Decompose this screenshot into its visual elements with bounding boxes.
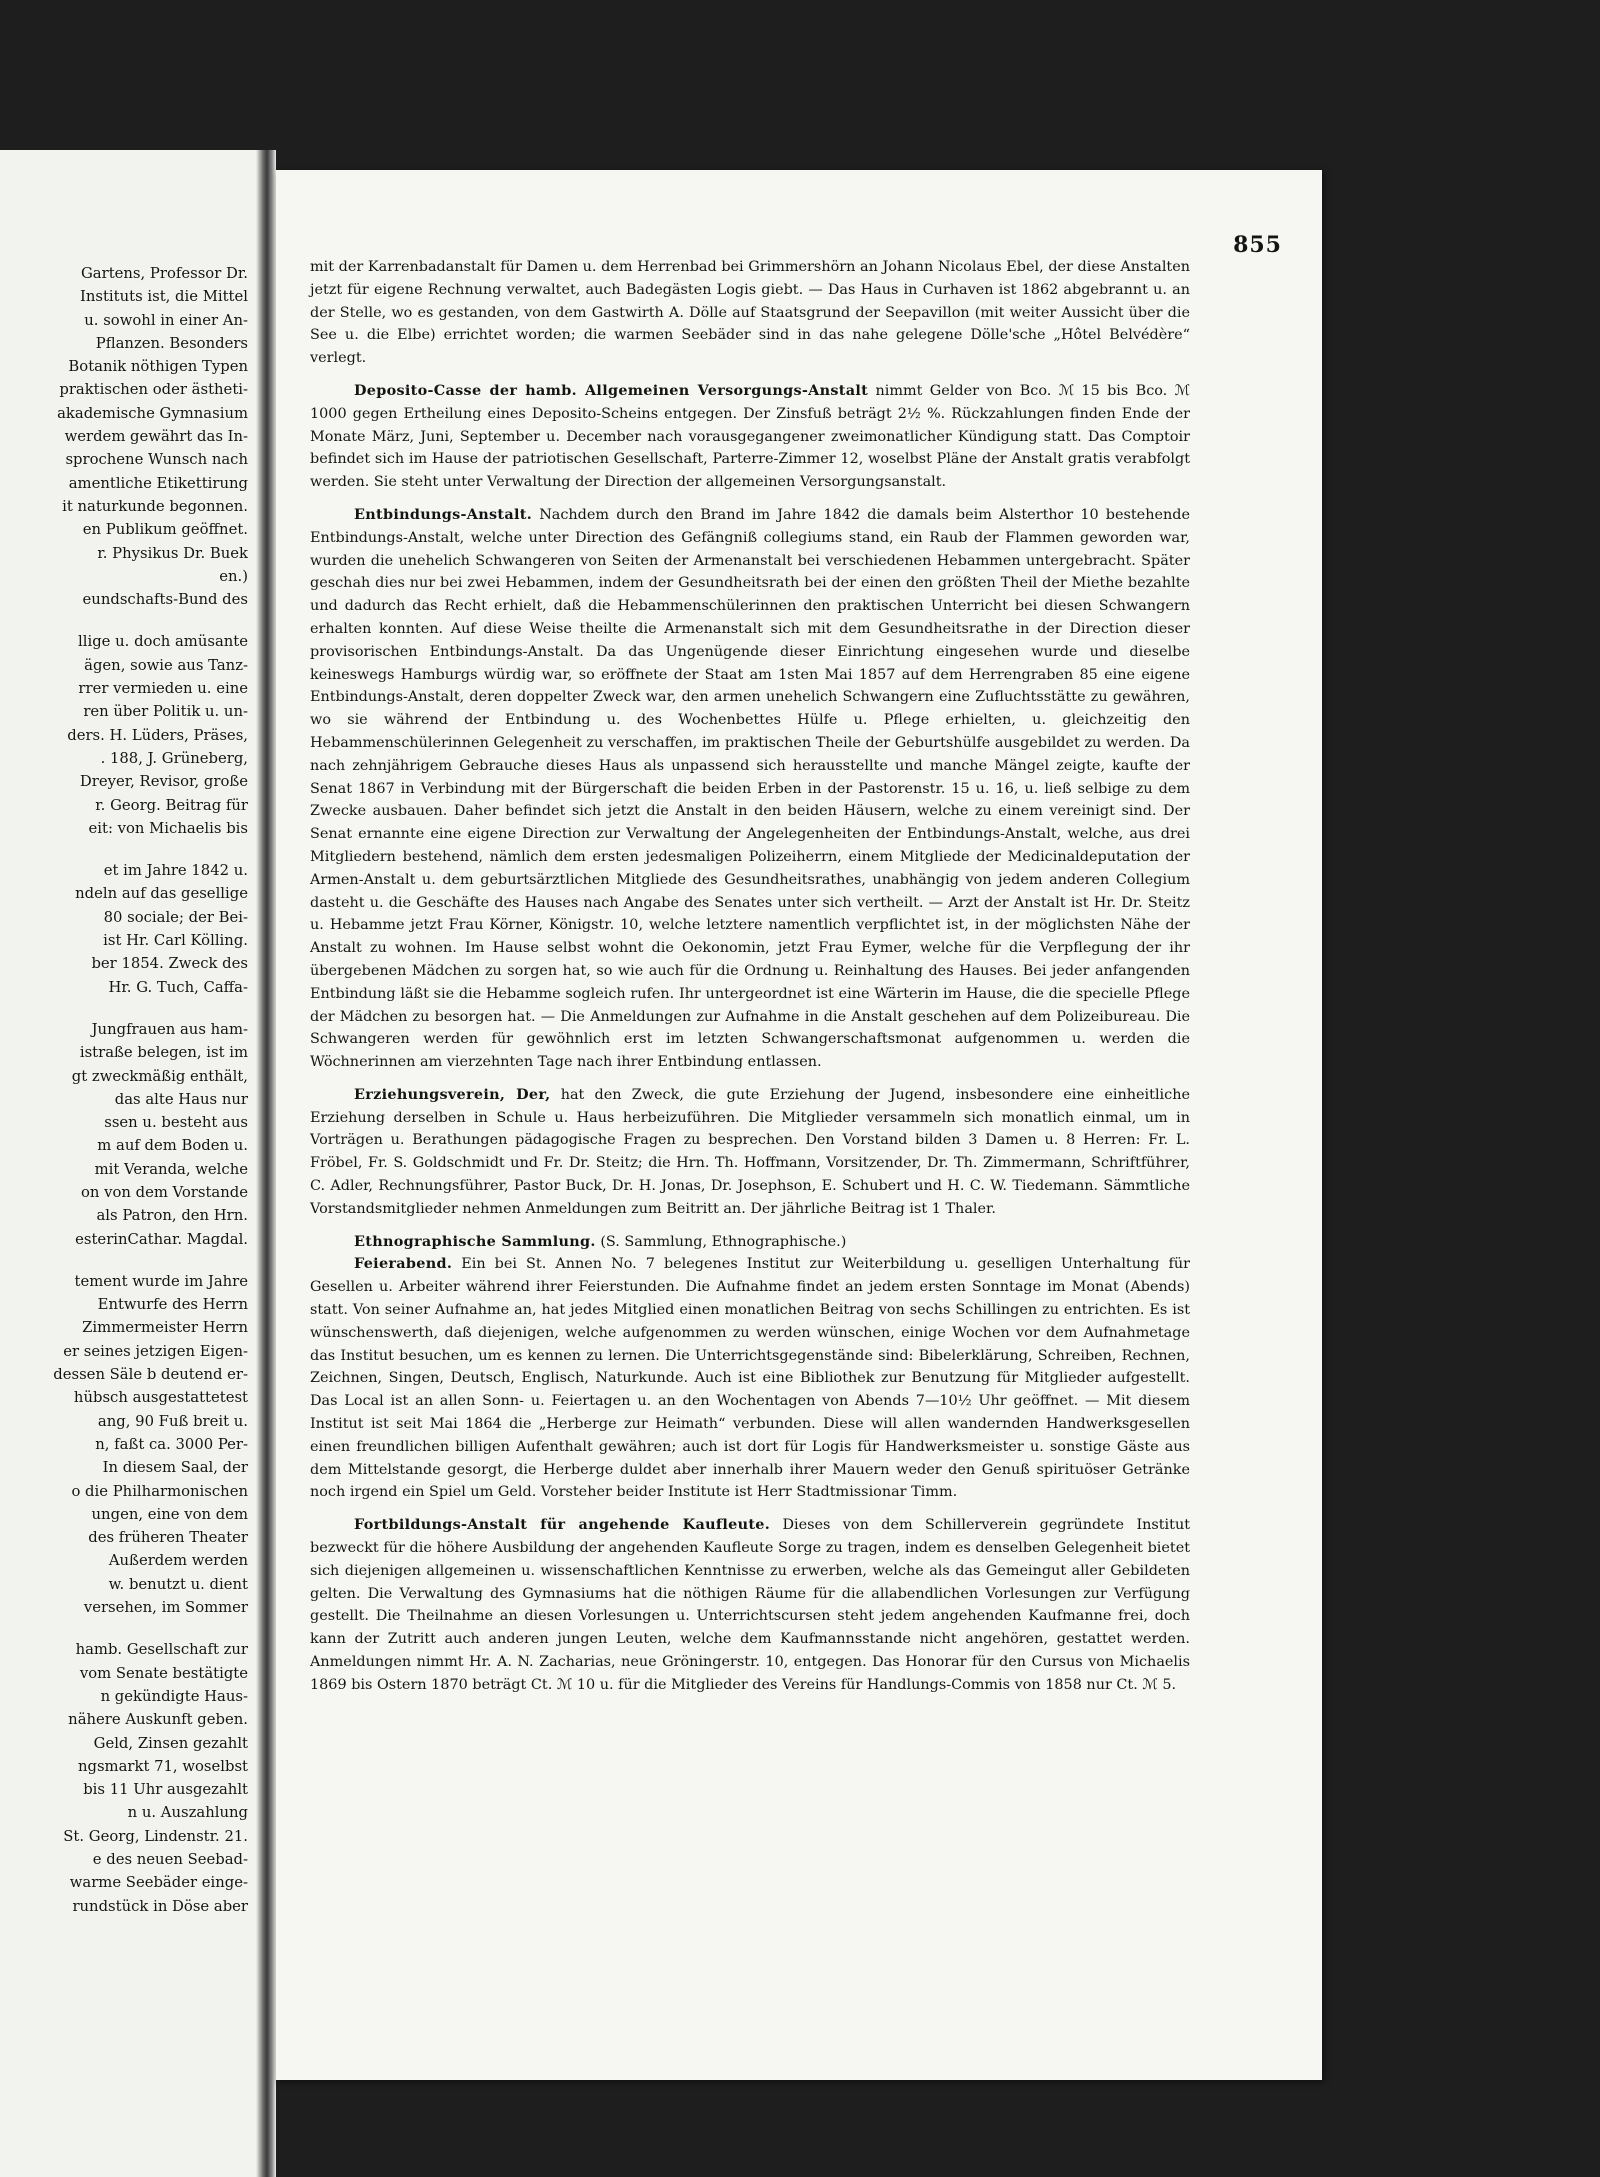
left-line: ang, 90 Fuß breit u. xyxy=(97,1412,248,1430)
left-line: n, faßt ca. 3000 Per- xyxy=(95,1435,248,1453)
left-line: on von dem Vorstande xyxy=(80,1183,248,1201)
left-line: llige u. doch amüsante xyxy=(78,633,248,651)
left-line: it naturkunde begonnen. xyxy=(62,497,248,515)
left-line: das alte Haus nur xyxy=(114,1090,248,1108)
entry-text: Ein bei St. Annen No. 7 belegenes Institut zur Weiterbildung u. geselligen Unterhaltung für Gesellen u. Arbeiter während ihrer Feierstunden. Die Aufnahme findet an jedem ersten Sonntage im Monat (Abends) statt. Von seiner Aufnahme an, hat jedes Mitglied einen monatlichen Beitrag von sechs Schillingen zu entrichten. Es ist wünschenswerth, daß diejenigen, welche aufgenommen zu werden wünschen, einige Wochen vor dem Aufnahmetage das Institut besuchen, um es kennen zu lernen. Die Unterrichtsgegenstände sind: Bibelerklärung, Schreiben, Rechnen, Zeichnen, Singen, Deutsch, Englisch, Naturkunde. Auch ist eine Bibliothek zur Benutzung für Mitglieder aufgestellt. Das Local ist an allen Sonn- u. Feiertagen u. an den Wochentagen von Abends 7—10½ Uhr geöffnet. — Mit diesem Institut ist seit Mai 1864 die „Herberge zur Heimath“ verbunden. Diese will allen wandernden Handwerksgesellen einen freundlichen billigen Aufenthalt gewähren; auch ist dort für Logis für Handwerksmeister u. sonstige Gäste aus dem Mittelstande gesorgt, die Herberge duldet aber innerhalb ihrer Mauern weder den Genuß spirituöser Getränke noch irgend ein Spiel um Geld. Vorsteher beider Institute ist Herr Stadtmissionar Timm. xyxy=(310,1256,1190,1501)
entry-text: hat den Zweck, die gute Erziehung der Jugend, insbesondere eine einheitliche Erziehung derselben in Schule u. Haus herbeizuführen. Die Mitglieder versammeln sich monatlich einmal, um in Vorträgen u. Berathungen pädagogische Fragen zu besprechen. Den Vorstand bilden 3 Damen u. 8 Herren: Fr. L. Fröbel, Fr. S. Goldschmidt und Fr. Dr. Steitz; die Hrn. Th. Hoffmann, Vorsitzender, Dr. Th. Zimmermann, Schriftführer, C. Adler, Rechnungsführer, Pastor Buck, Dr. H. Jonas, Dr. Josephson, E. Schubert und H. C. W. Tiedemann. Sämmtliche Vorstandsmitglieder nehmen Anmeldungen zum Beitritt an. Der jährliche Beitrag ist 1 Thaler. xyxy=(310,1086,1190,1217)
left-line: akademische Gymnasium xyxy=(57,404,248,422)
left-page-fragment xyxy=(0,150,256,2177)
left-block-b xyxy=(0,630,248,840)
left-block-d xyxy=(0,1018,248,1251)
book-gutter xyxy=(256,150,276,2177)
left-line: des früheren Theater xyxy=(88,1529,248,1547)
entry-heading: Entbindungs-Anstalt. xyxy=(354,505,533,523)
entry-ethnographische-sammlung xyxy=(310,1231,1190,1254)
left-line: eit: von Michaelis bis xyxy=(88,819,248,837)
left-block-f xyxy=(0,1638,248,1918)
left-line: ber 1854. Zweck des xyxy=(91,955,248,973)
left-line: hamb. Gesellschaft zur xyxy=(75,1641,248,1659)
left-line: w. benutzt u. dient xyxy=(108,1575,248,1593)
left-line: Außerdem werden xyxy=(108,1552,248,1570)
left-line: sprochene Wunsch nach xyxy=(65,451,248,469)
left-line: vom Senate bestätigte xyxy=(79,1664,248,1682)
left-line: Geld, Zinsen gezahlt xyxy=(93,1734,248,1752)
left-line: er seines jetzigen Eigen- xyxy=(63,1342,248,1360)
left-line: ist Hr. Carl Kölling. xyxy=(103,932,248,950)
left-line: In diesem Saal, der xyxy=(102,1459,248,1477)
left-line: n u. Auszahlung xyxy=(127,1804,248,1822)
left-line: mit Veranda, welche xyxy=(94,1160,248,1178)
left-line: rrer vermieden u. eine xyxy=(78,680,248,698)
entry-continuation xyxy=(310,256,1190,370)
right-page xyxy=(276,170,1322,2080)
left-line: versehen, im Sommer xyxy=(83,1599,248,1617)
left-line: Instituts ist, die Mittel xyxy=(80,288,248,306)
left-line: amentliche Etikettirung xyxy=(68,474,248,492)
left-line: 80 sociale; der Bei- xyxy=(103,908,248,926)
left-line: m auf dem Boden u. xyxy=(97,1137,248,1155)
entry-text: Dieses von dem Schillerverein gegründete Institut bezweckt für die höhere Ausbildung der angehenden Kaufleute Sorge zu tragen, indem es denselben Gelegenheit bietet sich diejenigen allgemeinen u. wissenschaftlichen Kenntnisse zu erwerben, welche als das Gemeingut aller Gebildeten gelten. Die Verwaltung des Gymnasiums hat die nöthigen Räume für die allabendlichen Vorlesungen zur Verfügung gestellt. Die Theilnahme an diesen Vorlesungen u. Unterrichtscursen steht jedem angehenden Kaufmanne frei, doch kann der Zutritt auch anderen jungen Leuten, welche dem Kaufmannsstande nicht angehören, gestattet werden. Anmeldungen nimmt Hr. A. N. Zacharias, neue Gröningerstr. 10, entgegen. Das Honorar für den Cursus von Michaelis 1869 bis Ostern 1870 beträgt Ct. ℳ 10 u. für die Mitglieder des Vereins für Handlungs-Commis von 1858 nur Ct. ℳ 5. xyxy=(310,1517,1190,1693)
left-line: Botanik nöthigen Typen xyxy=(68,358,248,376)
left-line: r. Physikus Dr. Buek xyxy=(97,544,248,562)
left-line: et im Jahre 1842 u. xyxy=(103,862,248,880)
entry-text: Nachdem durch den Brand im Jahre 1842 die damals beim Alsterthor 10 bestehende Entbindungs-Anstalt, welche unter Direction des Gefängniß collegiums stand, ein Raub der Flammen geworden war, wurden die unehelich Schwangeren von Seiten der Armenanstalt bei verschiedenen Hebammen untergebracht. Später geschah dies nur bei zwei Hebammen, indem der Gesundheitsrath bei der einen den größten Theil der Miethe bezahlte und dadurch das Recht erhielt, daß die Hebammenschülerinnen den praktischen Unterricht bei diesen Schwangern erhalten konnten. Auf diese Weise theilte die Armenanstalt sich mit dem Gesundheitsrathe in der Direction dieser provisorischen Entbindungs-Anstalt. Da das Ungenügende dieser Einrichtung eingesehen wurde und dieselbe keineswegs Hamburgs würdig war, so eröffnete der Staat am 1sten Mai 1857 auf dem Herrengraben 85 eine eigene Entbindungs-Anstalt, deren doppelter Zweck war, den armen unehelich Schwangern eine Zufluchtsstätte zu gewähren, wo sie während der Entbindung u. des Wochenbettes Hülfe u. Pflege erhielten, u. gleichzeitig den Hebammenschülerinnen Gelegenheit zu verschaffen, im praktischen Theile der Geburtshülfe ausgebildet zu werden. Da nach zehnjährigem Gebrauche dieses Haus als unpassend sich herausstellte und manche Mängel zeigte, kaufte der Senat 1867 in Verbindung mit der Bürgerschaft die beiden Erben in der Pastorenstr. 15 u. 16, u. ließ selbige zu dem Zwecke ausbauen. Daher befindet sich jetzt die Anstalt in den beiden Häusern, welche zu einem vereinigt sind. Der Senat ernannte eine eigene Direction zur Verwaltung der Angelegenheiten der Entbindungs-Anstalt, welche, aus drei Mitgliedern bestehend, nämlich dem ersten jedesmaligen Polizeiherrn, einem Mitgliede der Medicinaldeputation der Armen-Anstalt u. dem geburtsärztlichen Mitgliede des Gesundheitsrathes, unabhängig von jedem anderen Collegium dasteht u. die Geschäfte des Hauses nach Angabe des Senates unter sich vertheilt. — Arzt der Anstalt ist Hr. Dr. Steitz u. Hebamme jetzt Frau Körner, Königstr. 10, welche letztere namentlich verpflichtet ist, in der möglichsten Nähe der Anstalt zu wohnen. Im Hause selbst wohnt die Oekonomin, jetzt Frau Eymer, welche für die Verpflegung der ihr übergebenen Mädchen zu sorgen hat, so wie auch für die Ordnung u. Reinhaltung des Hauses. Bei jeder anfangenden Entbindung läßt sie die Hebamme sogleich rufen. Ihr untergeordnet ist eine Wärterin im Hause, die die specielle Pflege der Mädchen zu besorgen hat. — Die Anmeldungen zur Aufnahme in die Anstalt geschehen auf dem Polizeibureau. Die Schwangeren werden für gewöhnlich erst im letzten Schwangerschaftsmonat aufgenommen u. werden die Wöchnerinnen am vierzehnten Tage nach ihrer Entbindung entlassen. xyxy=(310,506,1190,1071)
entry-heading: Erziehungsverein, Der, xyxy=(354,1085,551,1103)
left-line: Entwurfe des Herrn xyxy=(97,1296,248,1314)
left-line: ders. H. Lüders, Präses, xyxy=(67,726,248,744)
left-line: o die Philharmonischen xyxy=(71,1482,248,1500)
left-line: Pflanzen. Besonders xyxy=(95,334,248,352)
entry-feierabend xyxy=(310,1253,1190,1504)
left-block-e xyxy=(0,1270,248,1619)
entry-text: (S. Sammlung, Ethnographische.) xyxy=(600,1233,847,1250)
left-page-text xyxy=(0,262,248,1918)
left-block-c xyxy=(0,859,248,999)
entry-erziehungsverein xyxy=(310,1084,1190,1221)
left-line: werdem gewährt das In- xyxy=(64,428,248,446)
left-line: ägen, sowie aus Tanz- xyxy=(84,656,248,674)
left-line: ndeln auf das gesellige xyxy=(75,885,248,903)
left-line: eundschafts-Bund des xyxy=(82,591,248,609)
entry-heading: Fortbildungs-Anstalt für angehende Kaufleute. xyxy=(354,1516,771,1534)
left-line: Dreyer, Revisor, große xyxy=(79,773,248,791)
left-line: als Patron, den Hrn. xyxy=(96,1207,248,1225)
left-line: ssen u. besteht aus xyxy=(104,1114,248,1132)
entry-heading: Feierabend. xyxy=(354,1255,453,1273)
left-gap xyxy=(0,1619,248,1638)
left-gap xyxy=(0,1251,248,1270)
left-line: r. Georg. Beitrag für xyxy=(95,796,248,814)
left-block-a xyxy=(0,262,248,611)
left-gap xyxy=(0,611,248,630)
left-line: bis 11 Uhr ausgezahlt xyxy=(83,1781,248,1799)
left-line: ren über Politik u. un- xyxy=(83,703,248,721)
left-line: en Publikum geöffnet. xyxy=(82,521,248,539)
left-line: ngsmarkt 71, woselbst xyxy=(77,1757,248,1775)
left-line: ungen, eine von dem xyxy=(91,1505,248,1523)
entry-heading: Ethnographische Sammlung. xyxy=(354,1232,596,1250)
entry-text: mit der Karrenbadanstalt für Damen u. dem Herrenbad bei Grimmershörn an Johann Nicolaus Ebel, der diese Anstalten jetzt für eigene Rechnung verwaltet, auch Badegästen Logis giebt. — Das Haus in Curhaven ist 1862 abgebrannt u. an der Stelle, wo es gestanden, von dem Gastwirth A. Dölle auf Staatsgrund der Seepavillon (mit weiter Aussicht über die See u. die Elbe) errichtet worden; die warmen Seebäder sind in das nahe gelegene Dölle'sche „Hôtel Belvédère“ verlegt. xyxy=(310,259,1190,367)
left-line: warme Seebäder einge- xyxy=(69,1874,248,1892)
left-line: istraße belegen, ist im xyxy=(79,1044,248,1062)
entry-fortbildungs-anstalt xyxy=(310,1514,1190,1696)
left-line: u. sowohl in einer An- xyxy=(84,311,248,329)
page-body xyxy=(310,256,1190,1707)
left-line: . 188, J. Grüneberg, xyxy=(100,749,248,767)
left-line: en.) xyxy=(219,567,248,585)
left-line: e des neuen Seebad- xyxy=(92,1851,248,1868)
entry-text: nimmt Gelder von Bco. ℳ 15 bis Bco. ℳ 1000 gegen Ertheilung eines Deposito-Scheins entgegen. Der Zinsfuß beträgt 2½ %. Rückzahlungen finden Ende der Monate März, Juni, September u. December nach vorausgegangener zweimonatlicher Kündigung statt. Das Comptoir befindet sich im Hause der patriotischen Gesellschaft, Parterre-Zimmer 12, woselbst Pläne der Anstalt gratis verabfolgt werden. Sie steht unter Verwaltung der Direction der allgemeinen Versorgungsanstalt. xyxy=(310,382,1190,491)
entry-heading: Deposito-Casse der hamb. Allgemeinen Versorgungs-Anstalt xyxy=(354,381,869,399)
left-line: dessen Säle b deutend er- xyxy=(53,1366,248,1384)
left-line: Zimmermeister Herrn xyxy=(82,1319,248,1337)
left-line: nähere Auskunft geben. xyxy=(68,1711,248,1729)
entry-deposito-casse xyxy=(310,380,1190,494)
entry-entbindungs-anstalt xyxy=(310,504,1190,1074)
left-line: n gekündigte Haus- xyxy=(100,1687,248,1705)
left-line: Hr. G. Tuch, Caffa- xyxy=(108,978,248,996)
left-line: Gartens, Professor Dr. xyxy=(80,265,248,282)
left-line: rundstück in Döse aber xyxy=(72,1897,248,1915)
left-line: St. Georg, Lindenstr. 21. xyxy=(63,1827,248,1845)
left-line: praktischen oder ästheti- xyxy=(59,381,248,399)
left-line: Jungfrauen aus ham- xyxy=(91,1020,248,1038)
left-line: gt zweckmäßig enthält, xyxy=(71,1067,248,1085)
left-line: tement wurde im Jahre xyxy=(74,1272,248,1290)
left-gap xyxy=(0,999,248,1018)
left-line: hübsch ausgestattetest xyxy=(73,1389,248,1407)
left-gap xyxy=(0,840,248,859)
left-line: esterinCathar. Magdal. xyxy=(75,1230,248,1248)
page-number: 855 xyxy=(1233,232,1282,258)
